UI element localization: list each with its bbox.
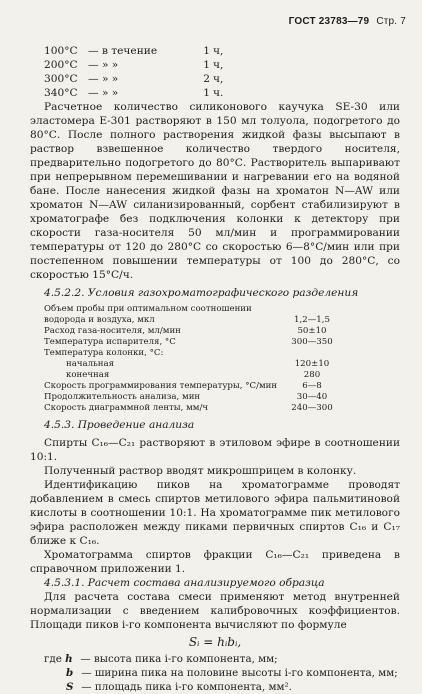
parameter-row: водорода и воздуха, мкл 1,2—1,5 [44,315,330,325]
paragraph-dissolve: Спирты С₁₆—С₂₁ растворяют в этиловом эфире в соотношении 10:1. [30,437,400,463]
parameter-row: Температура колонки, °С: [44,348,164,358]
paragraph-inject: Полученный раствор вводят микрошприцем в колонку. [44,465,357,477]
page-number: Стр. 7 [376,16,406,27]
temperature-row: 200°C — » » 1 ч, [44,59,224,71]
definition-width: b — ширина пика на половине высоты i-го компонента, мм; [66,667,398,679]
section-heading-separation-conditions: 4.5.2.2. Условия газохроматографического разделения [44,287,359,299]
paragraph-identification: Идентификацию пиков на хроматограмме проводят добавлением в смесь спиртов метилового эфира пальмитиновой кислоты в соотношении 10:1. На хроматограмме пик метилового эфира расположен между пиками первичных спиртов С₁₆ и С₁₇ ближе к С₁₆. [30,479,400,547]
temperature-row: 300°C — » » 2 ч, [44,73,224,85]
parameter-row: Температура испарителя, °С 300—350 [44,337,333,347]
parameter-row: Скорость программирования температуры, °С/мин 6—8 [44,381,322,391]
definitions-list [30,652,400,694]
temperature-row: 340°C — » » 1 ч. [44,87,224,99]
temperature-row: 100°C — в течение 1 ч, [44,45,224,57]
section-heading-calculation: 4.5.3.1. Расчет состава анализируемого образца [44,577,325,589]
paragraph-method: Для расчета состава смеси применяют метод внутренней нормализации с введением калибровочных коэффициентов. Площади пиков i-го компонента вычисляют по формуле [30,591,400,631]
page-header [289,16,406,27]
definition-area: S — площадь пика i-го компонента, мм². [66,681,292,693]
area-formula: Sᵢ = hᵢbᵢ, [188,635,242,649]
paragraph-chromatogram: Хроматограмма спиртов фракции С₁₆—С₂₁ приведена в справочном приложении 1. [30,549,400,575]
parameter-row: Расход газа-носителя, мл/мин 50±10 [44,326,327,336]
page-content [30,44,400,694]
definition-height: где h — высота пика i-го компонента, мм; [44,653,278,665]
parameter-row: Скорость диаграммной ленты, мм/ч 240—300 [44,403,333,413]
parameter-row: начальная 120±10 [66,359,330,369]
parameter-row: конечная 280 [66,370,321,380]
section-heading-analysis: 4.5.3. Проведение анализа [44,419,195,431]
parameter-row: Продолжительность анализа, мин 30—40 [44,392,328,402]
parameter-row: Объем пробы при оптимальном соотношении [44,304,252,314]
paragraph-preparation: Расчетное количество силиконового каучука SE-30 или эластомера Е-301 растворяют в 150 мл толуола, подогретого до 80°С. После полного растворения жидкой фазы высыпают в раствор взвешенное количество твердого носителя, предварительно подогретого до 80°С. Растворитель выпаривают при непрерывном перемешивании и нагревании его на водяной бане. После нанесения жидкой фазы на хроматон N—AW или хроматон N—AW силанизированный, сорбент стабилизируют в хроматографе без подключения колонки к детектору при скорости газа-носителя 50 мл/мин и программировании температуры от 120 до 280°С со скоростью 6—8°С/мин или при постепенном повышении температуры от 100 до 280°С, со скоростью 15°С/ч. [30,101,400,281]
parameters-table [44,304,342,414]
temperature-schedule [30,44,400,100]
standard-number: ГОСТ 23783—79 [288,16,370,27]
